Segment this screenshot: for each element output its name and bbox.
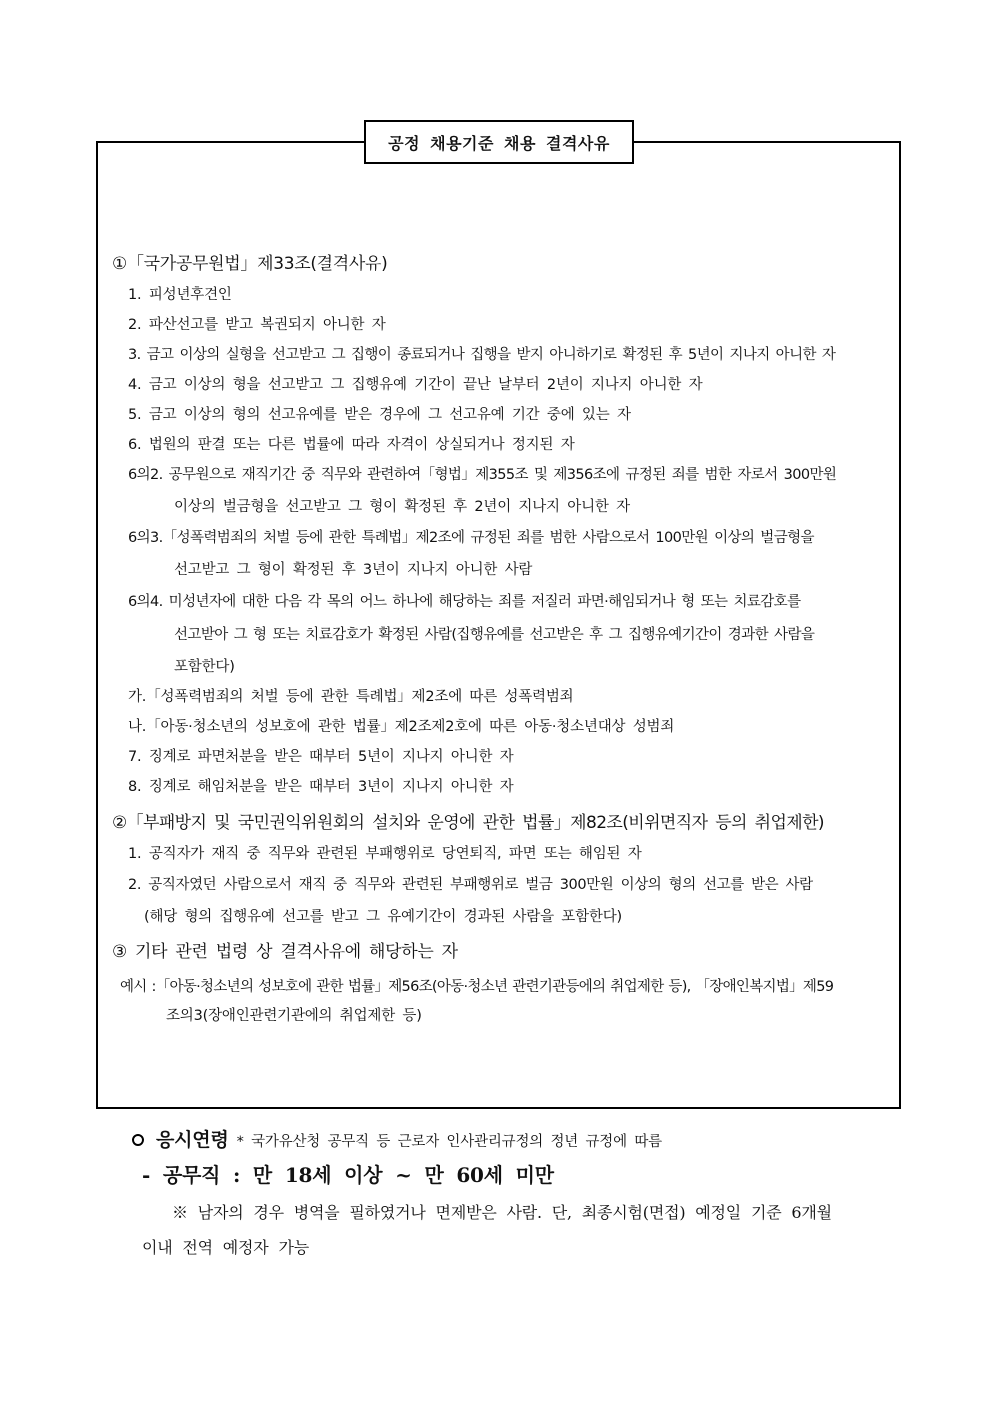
age-heading: 응시연령	[156, 1129, 229, 1151]
list-item-6-4: 6의4. 미성년자에 대한 다음 각 목의 어느 하나에 해당하는 죄를 저질러 파면·해임되거나 형 또는 치료감호를	[128, 594, 801, 610]
list-item-6-2-cont: 이상의 벌금형을 선고받고 그 형이 확정된 후 2년이 지나지 아니한 자	[174, 499, 630, 515]
military-notice-cont: 이내 전역 예정자 가능	[142, 1238, 309, 1257]
section1-heading: ①「국가공무원법」제33조(결격사유)	[112, 254, 388, 274]
list-item: 2. 공직자였던 사람으로서 재직 중 직무와 관련된 부패행위로 벌금 300만원 이상의 형의 선고를 받은 사람	[128, 877, 813, 893]
list-item-6-4-cont: 선고받아 그 형 또는 치료감호가 확정된 사람(집행유예를 선고받은 후 그 집행유예기간이 경과한 사람을	[174, 627, 815, 643]
example-text: 예시 :「아동·청소년의 성보호에 관한 법률」제56조(아동·청소년 관련기관등에의 취업제한 등), 「장애인복지법」제59	[120, 979, 834, 995]
age-note: * 국가유산청 공무직 등 근로자 인사관리규정의 정년 규정에 따름	[236, 1134, 662, 1150]
list-item-6-4-cont: 포함한다)	[174, 659, 235, 675]
section2-heading: ②「부패방지 및 국민권익위원회의 설치와 운영에 관한 법률」제82조(비위면직자 등의 취업제한)	[112, 813, 824, 833]
list-item-cont: (해당 형의 집행유예 선고를 받고 그 유예기간이 경과된 사람을 포함한다)	[144, 909, 622, 925]
military-notice: ※ 남자의 경우 병역을 필하였거나 면제받은 사람. 단, 최종시험(면접) 예정일 기준 6개월	[172, 1203, 832, 1222]
list-item-6-3-cont: 선고받고 그 형이 확정된 후 3년이 지나지 아니한 사람	[174, 562, 533, 578]
list-item: 2. 파산선고를 받고 복권되지 아니한 자	[128, 317, 386, 333]
list-item-6-3: 6의3.「성폭력범죄의 처벌 등에 관한 특례법」제2조에 규정된 죄를 범한 사람으로서 100만원 이상의 벌금형을	[128, 530, 814, 546]
section3-heading: ③ 기타 관련 법령 상 결격사유에 해당하는 자	[112, 942, 458, 962]
list-item: 1. 공직자가 재직 중 직무와 관련된 부패행위로 당연퇴직, 파면 또는 해임된 자	[128, 846, 642, 862]
list-item: 4. 금고 이상의 형을 선고받고 그 집행유예 기간이 끝난 날부터 2년이 지나지 아니한 자	[128, 377, 703, 393]
list-item: 1. 피성년후견인	[128, 287, 232, 303]
list-item: 8. 징계로 해임처분을 받은 때부터 3년이 지나지 아니한 자	[128, 779, 514, 795]
age-rule: - 공무직 : 만 18세 이상 ~ 만 60세 미만	[142, 1163, 554, 1187]
circle-bullet-icon	[132, 1134, 144, 1146]
list-item: 6. 법원의 판결 또는 다른 법률에 따라 자격이 상실되거나 정지된 자	[128, 437, 575, 453]
list-item: 5. 금고 이상의 형의 선고유예를 받은 경우에 그 선고유예 기간 중에 있는 자	[128, 407, 631, 423]
sub-item: 가.「성폭력범죄의 처벌 등에 관한 특례법」제2조에 따른 성폭력범죄	[128, 689, 574, 705]
example-text-cont: 조의3(장애인관련기관에의 취업제한 등)	[166, 1008, 422, 1024]
list-item: 3. 금고 이상의 실형을 선고받고 그 집행이 종료되거나 집행을 받지 아니하기로 확정된 후 5년이 지나지 아니한 자	[128, 347, 836, 363]
age-section	[132, 1125, 662, 1152]
list-item-6-2: 6의2. 공무원으로 재직기간 중 직무와 관련하여「형법」제355조 및 제356조에 규정된 죄를 범한 자로서 300만원	[128, 467, 837, 483]
sub-item: 나.「아동·청소년의 성보호에 관한 법률」제2조제2호에 따른 아동·청소년대상 성범죄	[128, 719, 675, 735]
box-title: 공정 채용기준 채용 결격사유	[364, 120, 634, 164]
list-item: 7. 징계로 파면처분을 받은 때부터 5년이 지나지 아니한 자	[128, 749, 514, 765]
